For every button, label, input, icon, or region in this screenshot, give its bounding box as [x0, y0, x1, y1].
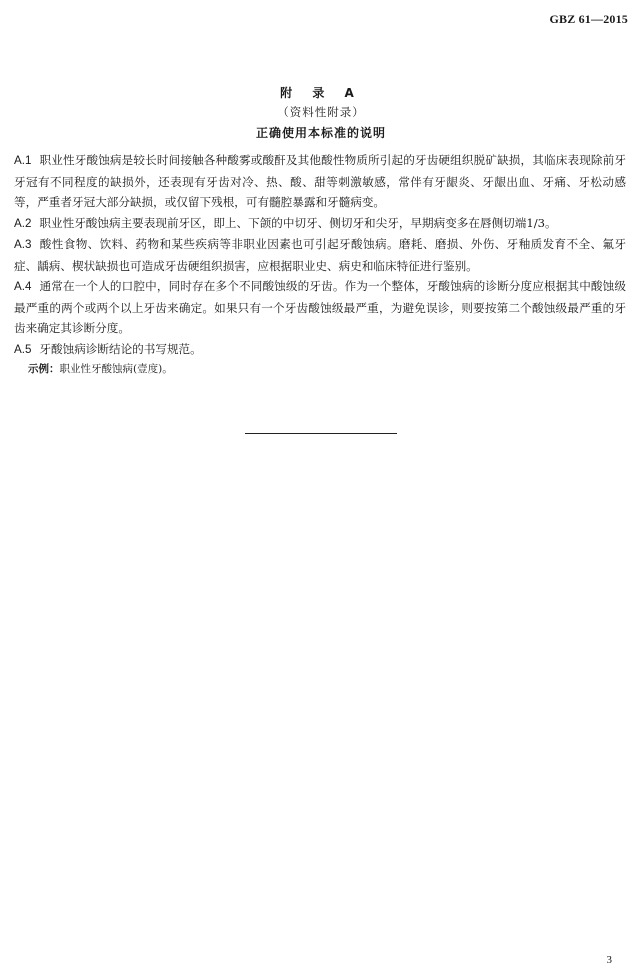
paragraph-number: A.3	[14, 238, 32, 251]
paragraph-a2	[14, 213, 626, 235]
paragraph-number: A.4	[14, 280, 32, 293]
paragraph-a3	[14, 234, 626, 276]
standard-code: GBZ 61—2015	[549, 12, 628, 26]
example-label: 示例：	[28, 363, 60, 375]
paragraph-number: A.2	[14, 216, 32, 230]
paragraph-text: 职业性牙酸蚀病主要表现前牙区，即上、下颌的中切牙、侧切牙和尖牙，早期病变多在唇侧切端1/3。	[39, 215, 557, 230]
paragraph-number: A.5	[14, 342, 32, 356]
paragraph-a4	[14, 276, 626, 339]
appendix-subtitle: （资料性附录）	[277, 105, 365, 119]
paragraph-text: 牙酸蚀病诊断结论的书写规范。	[39, 341, 202, 356]
paragraph-a1	[14, 150, 626, 213]
paragraph-a5	[14, 339, 626, 361]
page-number: 3	[606, 954, 612, 966]
example-text: 职业性牙酸蚀病(壹度)。	[59, 363, 173, 375]
paragraph-number: A.1	[14, 154, 32, 167]
example	[28, 360, 626, 378]
paragraph-text: 职业性牙酸蚀病是较长时间接触各种酸雾或酸酐及其他酸性物质所引起的牙齿硬组织脱矿缺损，其临床表现除前牙牙冠有不同程度的缺损外，还表现有牙齿对冷、热、酸、甜等刺激敏感，常伴有牙龈炎、牙龈出血、牙痛、牙松动感等，严重者牙冠大部分缺损，或仅留下残根，可有髓腔暴露和牙髓病变。	[14, 153, 626, 209]
end-rule	[245, 433, 397, 434]
appendix-title: 附 录 A	[280, 86, 362, 100]
paragraph-text: 酸性食物、饮料、药物和某些疾病等非职业因素也可引起牙酸蚀病。磨耗、磨损、外伤、牙釉质发育不全、氟牙症、龋病、楔状缺损也可造成牙齿硬组织损害，应根据职业史、病史和临床特征进行鉴别。	[14, 237, 626, 273]
appendix-name: 正确使用本标准的说明	[255, 126, 386, 140]
paragraph-text: 通常在一个人的口腔中，同时存在多个不同酸蚀级的牙齿。作为一个整体，牙酸蚀病的诊断分度应根据其中酸蚀级最严重的两个或两个以上牙齿来确定。如果只有一个牙齿酸蚀级最严重，为避免误诊，则要按第二个酸蚀级最严重的牙齿来确定其诊断分度。	[14, 279, 626, 335]
appendix-body	[14, 150, 626, 378]
